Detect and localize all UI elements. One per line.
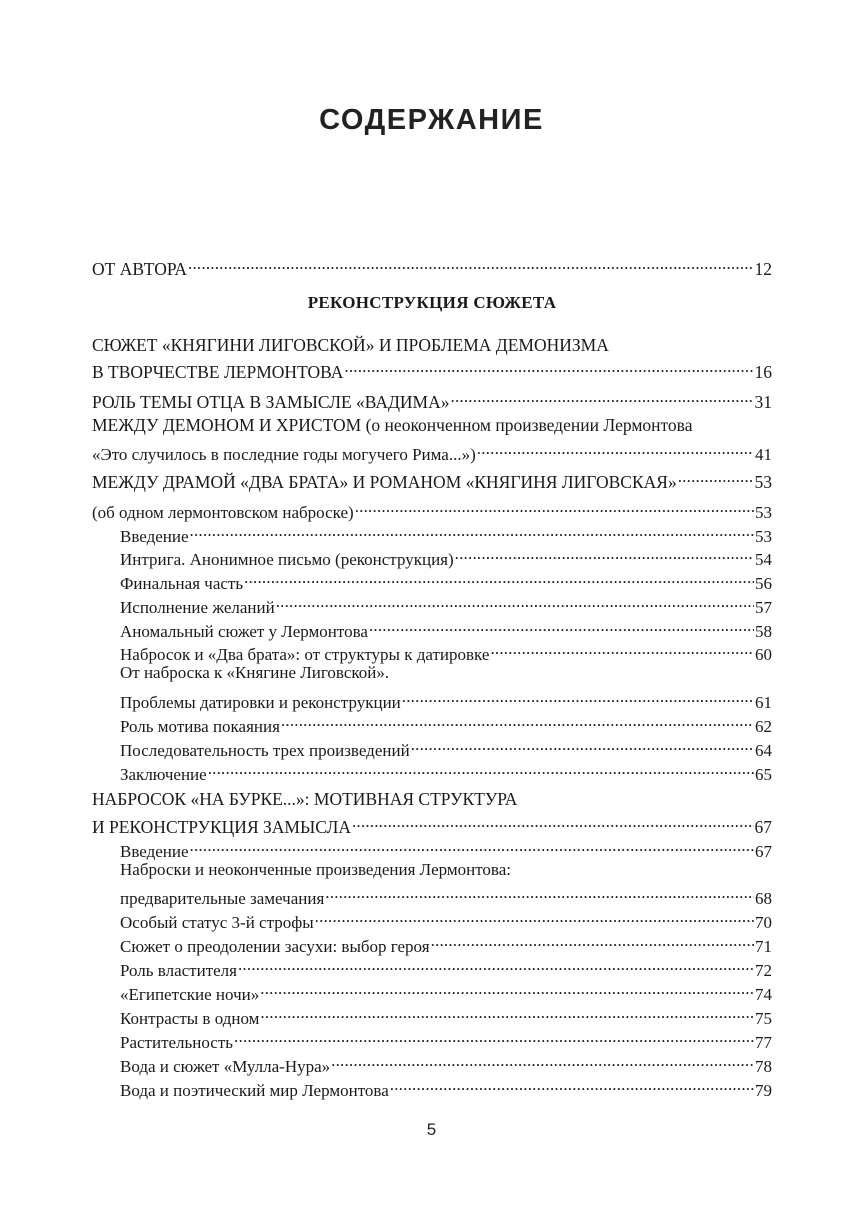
dot-leader	[260, 978, 754, 1000]
toc-page-number: 67	[754, 817, 772, 837]
toc-page-number: 74	[755, 985, 772, 1004]
dot-leader	[190, 835, 754, 857]
toc-entry-label: В ТВОРЧЕСТВЕ ЛЕРМОНТОВА	[92, 362, 344, 382]
dot-leader	[490, 638, 754, 660]
section-heading: РЕКОНСТРУКЦИЯ СЮЖЕТА	[307, 293, 557, 312]
toc-entry-label: предварительные замечания	[120, 889, 325, 908]
toc-page-number: 68	[755, 889, 772, 908]
toc-entry-label: Контрасты в одном	[120, 1009, 260, 1028]
dot-leader	[369, 615, 754, 637]
toc-entry-label: И РЕКОНСТРУКЦИЯ ЗАМЫСЛА	[92, 817, 351, 837]
dot-leader	[281, 710, 754, 732]
toc-entry-syuzhet[interactable]	[92, 356, 772, 383]
toc-page-number: 75	[755, 1009, 772, 1028]
toc-page-number: 67	[755, 842, 772, 861]
toc-entry-label: Интрига. Анонимное письмо (реконструкция)	[120, 550, 454, 569]
toc-entry-label: МЕЖДУ ДРАМОЙ «ДВА БРАТА» И РОМАНОМ «КНЯГИНЯ ЛИГОВСКАЯ»	[92, 472, 677, 492]
dot-leader	[477, 438, 754, 460]
toc-entry-nabroski-line1[interactable]: Наброски и неоконченные произведения Лермонтова:	[120, 860, 511, 879]
toc-page-number: 54	[755, 550, 772, 569]
toc-page-number: 16	[754, 362, 772, 382]
dot-leader	[678, 466, 754, 488]
dot-leader	[260, 1002, 754, 1024]
toc-entry-label: Вода и поэтический мир Лермонтова	[120, 1081, 389, 1100]
toc-entry-label: Набросок и «Два брата»: от структуры к датировке	[120, 645, 490, 664]
toc-entry-label: Финальная часть	[120, 574, 244, 593]
toc-page-number: 77	[755, 1033, 772, 1052]
toc-entry-ot-avtora[interactable]	[92, 253, 772, 280]
toc-page-number: 62	[755, 717, 772, 736]
toc-page-number: 61	[755, 693, 772, 712]
dot-leader	[188, 253, 753, 275]
toc-entry-label: РОЛЬ ТЕМЫ ОТЦА В ЗАМЫСЛЕ «ВАДИМА»	[92, 392, 450, 412]
toc-entry-syuzhet-line1[interactable]: СЮЖЕТ «КНЯГИНИ ЛИГОВСКОЙ» И ПРОБЛЕМА ДЕМОНИЗМА	[92, 335, 609, 355]
dot-leader	[455, 543, 754, 565]
toc-page-number: 71	[755, 937, 772, 956]
toc-entry-zakl[interactable]	[120, 758, 772, 786]
toc-entry-label: Введение	[120, 527, 189, 546]
page-number: 5	[426, 1120, 437, 1139]
toc-page-number: 12	[754, 259, 772, 279]
toc-entry-label: Заключение	[120, 765, 207, 784]
dot-leader	[190, 520, 754, 542]
toc-entry-label: Вода и сюжет «Мулла-Нура»	[120, 1057, 331, 1076]
toc-page-number: 56	[755, 574, 772, 593]
toc-page-number: 31	[754, 392, 772, 412]
dot-leader	[315, 906, 754, 928]
toc-page-number: 58	[755, 622, 772, 641]
toc-page-number: 60	[755, 645, 772, 664]
toc-entry-demon-line1[interactable]: МЕЖДУ ДЕМОНОМ И ХРИСТОМ (о неоконченном произведении Лермонтова	[92, 415, 693, 435]
toc-entry-label: Особый статус 3-й строфы	[120, 913, 314, 932]
toc-entry-ot-nabroska-line1[interactable]: От наброска к «Княгине Лиговской».	[120, 663, 390, 682]
toc-entry-burka[interactable]	[92, 811, 772, 838]
dot-leader	[276, 591, 754, 613]
dot-leader	[431, 930, 754, 952]
toc-entry-label: ОТ АВТОРА	[92, 259, 188, 279]
dot-leader	[411, 734, 754, 756]
dot-leader	[208, 758, 754, 780]
toc-page-number: 57	[755, 598, 772, 617]
toc-entry-label: (об одном лермонтовском наброске)	[92, 503, 354, 522]
dot-leader	[355, 496, 754, 518]
toc-entry-demon[interactable]	[92, 438, 772, 466]
toc-page-number: 65	[755, 765, 772, 784]
toc-entry-label: «Это случилось в последние годы могучего Рима...»)	[92, 445, 476, 464]
dot-leader	[325, 882, 754, 904]
dot-leader	[344, 356, 753, 378]
toc-entry-label: Роль властителя	[120, 961, 237, 980]
dot-leader	[331, 1050, 754, 1072]
toc-entry-label: Проблемы датировки и реконструкции	[120, 693, 401, 712]
dot-leader	[238, 954, 754, 976]
toc-entry-label: Сюжет о преодолении засухи: выбор героя	[120, 937, 430, 956]
toc-entry-voda[interactable]	[120, 1074, 772, 1102]
toc-entry-label: Исполнение желаний	[120, 598, 275, 617]
toc-page-number: 41	[755, 445, 772, 464]
toc-page-number: 70	[755, 913, 772, 932]
toc-entry-label: Последовательность трех произведений	[120, 741, 410, 760]
toc-page-number: 53	[755, 527, 772, 546]
toc-entry-drama[interactable]	[92, 466, 772, 493]
toc-entry-burka-line1[interactable]: НАБРОСОК «НА БУРКЕ...»: МОТИВНАЯ СТРУКТУРА	[92, 789, 518, 809]
toc-entry-label: «Египетские ночи»	[120, 985, 260, 1004]
dot-leader	[402, 686, 754, 708]
page-title: СОДЕРЖАНИЕ	[319, 104, 544, 136]
dot-leader	[390, 1074, 754, 1096]
toc-entry-rol-otca[interactable]	[92, 386, 772, 413]
toc-page-number: 64	[755, 741, 772, 760]
dot-leader	[451, 386, 754, 408]
dot-leader	[352, 811, 754, 833]
toc-entry-label: Растительность	[120, 1033, 234, 1052]
toc-entry-label: Аномальный сюжет у Лермонтова	[120, 622, 368, 641]
dot-leader	[244, 567, 754, 589]
toc-page-number: 72	[755, 961, 772, 980]
toc-page-number: 79	[755, 1081, 772, 1100]
toc-entry-label: Введение	[120, 842, 189, 861]
toc-page-number: 78	[755, 1057, 772, 1076]
dot-leader	[234, 1026, 754, 1048]
toc-page-number: 53	[754, 472, 772, 492]
toc-page-number: 53	[755, 503, 772, 522]
toc-entry-label: Роль мотива покаяния	[120, 717, 280, 736]
